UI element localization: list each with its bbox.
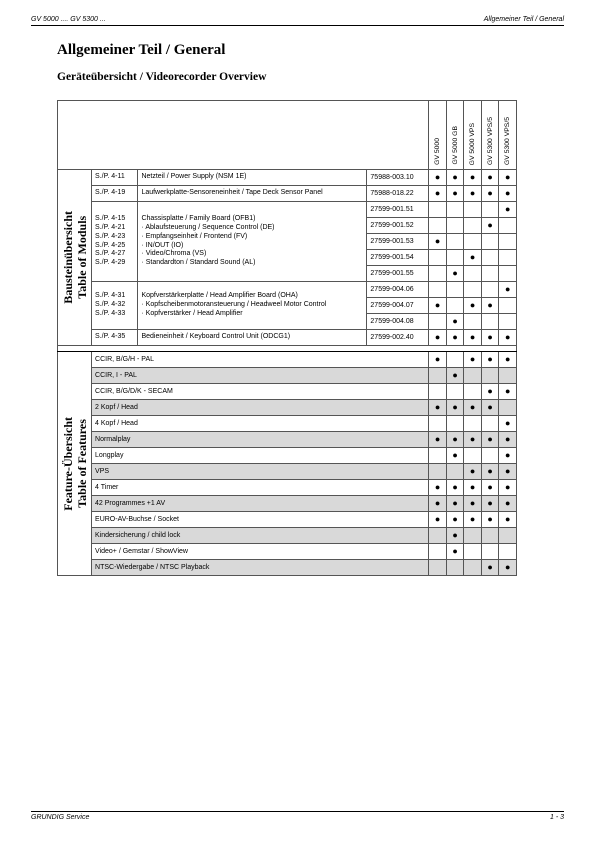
availability-dot: ●: [504, 204, 511, 214]
description-line: Laufwerkplatte-Sensoreneinheit / Tape Deck Sensor Panel: [141, 189, 323, 197]
availability-dot-cell: [464, 218, 482, 234]
availability-dot-cell: [464, 496, 482, 512]
availability-dot-cell: [446, 234, 464, 250]
module-row: [58, 202, 517, 218]
page-ref: S./P. 4-32: [95, 301, 126, 309]
availability-dot-cell: [446, 496, 464, 512]
availability-dot: ●: [504, 434, 511, 444]
availability-dot: ●: [487, 354, 493, 364]
feature-label: 42 Programmes +1 AV: [92, 496, 429, 512]
feature-row: [58, 368, 517, 384]
availability-dot-cell: [464, 234, 482, 250]
model-header-cell: [464, 101, 482, 170]
availability-dot: ●: [504, 562, 511, 572]
availability-dot-cell: [499, 416, 517, 432]
model-header-cell: [446, 101, 464, 170]
availability-dot-cell: [446, 512, 464, 528]
availability-dot-cell: [464, 330, 482, 346]
availability-dot-cell: [464, 368, 482, 384]
running-header: [31, 14, 564, 26]
part-number: 27599-001.54: [367, 250, 429, 266]
page-ref: S./P. 4-35: [95, 333, 126, 341]
availability-dot-cell: [464, 480, 482, 496]
availability-dot-cell: [499, 298, 517, 314]
availability-dot-cell: [429, 330, 447, 346]
availability-dot-cell: [464, 202, 482, 218]
part-number: 75988-018.22: [367, 186, 429, 202]
availability-dot-cell: [464, 250, 482, 266]
availability-dot: ●: [434, 188, 441, 198]
availability-dot-cell: [481, 314, 499, 330]
availability-dot: ●: [434, 332, 441, 342]
availability-dot: ●: [469, 498, 476, 508]
availability-dot-cell: [464, 416, 482, 432]
availability-dot: ●: [469, 466, 476, 476]
availability-dot-cell: [481, 448, 499, 464]
availability-dot: ●: [434, 172, 441, 182]
module-page-refs: [92, 330, 138, 346]
availability-dot: ●: [434, 434, 441, 444]
availability-dot-cell: [481, 352, 499, 368]
feature-row: [58, 464, 517, 480]
availability-dot-cell: [464, 170, 482, 186]
availability-dot-cell: [429, 368, 447, 384]
availability-dot-cell: [446, 352, 464, 368]
description-line: · Kopfscheibenmotoransteuerung / Headweel Motor Control: [141, 301, 327, 309]
availability-dot-cell: [429, 314, 447, 330]
availability-dot-cell: [499, 186, 517, 202]
table-body: [58, 101, 517, 576]
availability-dot: ●: [452, 498, 458, 508]
availability-dot-cell: [464, 314, 482, 330]
page-subtitle: Geräteübersicht / Videorecorder Overview: [57, 71, 267, 83]
page-ref: S./P. 4-23: [95, 232, 126, 240]
availability-dot: ●: [452, 370, 458, 380]
model-header-cell: [499, 101, 517, 170]
availability-dot-cell: [499, 464, 517, 480]
availability-dot: ●: [452, 172, 458, 182]
availability-dot: ●: [487, 482, 493, 492]
availability-dot-cell: [446, 544, 464, 560]
availability-dot-cell: [499, 384, 517, 400]
feature-label: VPS: [92, 464, 429, 480]
description-line: Chassisplatte / Family Board (OFB1): [141, 215, 256, 223]
features-title-block: [61, 417, 89, 511]
part-number: 75988-003.10: [367, 170, 429, 186]
availability-dot-cell: [446, 368, 464, 384]
availability-dot: ●: [452, 514, 458, 524]
availability-dot-cell: [446, 170, 464, 186]
availability-dot-cell: [464, 266, 482, 282]
feature-row: [58, 560, 517, 576]
availability-dot: ●: [504, 172, 511, 182]
running-footer: [31, 811, 564, 823]
feature-row: [58, 352, 517, 368]
feature-label: 4 Timer: [92, 480, 429, 496]
module-description: [138, 170, 367, 186]
availability-dot-cell: [429, 528, 447, 544]
availability-dot-cell: [429, 186, 447, 202]
availability-dot: ●: [452, 482, 458, 492]
feature-label: 4 Kopf / Head: [92, 416, 429, 432]
availability-dot-cell: [446, 266, 464, 282]
availability-dot-cell: [446, 250, 464, 266]
part-number: 27599-001.51: [367, 202, 429, 218]
availability-dot-cell: [481, 480, 499, 496]
availability-dot-cell: [446, 384, 464, 400]
availability-dot-cell: [499, 432, 517, 448]
availability-dot-cell: [481, 512, 499, 528]
feature-label: CCIR, I - PAL: [92, 368, 429, 384]
availability-dot-cell: [464, 384, 482, 400]
availability-dot-cell: [446, 202, 464, 218]
availability-dot-cell: [481, 170, 499, 186]
availability-dot-cell: [464, 544, 482, 560]
page-ref: S./P. 4-29: [95, 258, 126, 266]
availability-dot: ●: [487, 172, 493, 182]
availability-dot-cell: [429, 544, 447, 560]
overview-table: [57, 100, 517, 576]
feature-row: [58, 528, 517, 544]
module-page-refs: [92, 186, 138, 202]
module-page-refs: [92, 282, 138, 330]
feature-label: Normalplay: [92, 432, 429, 448]
availability-dot: ●: [452, 546, 458, 556]
page-ref: S./P. 4-19: [95, 189, 126, 197]
feature-label: CCIR, B/G/D/K - SECAM: [92, 384, 429, 400]
availability-dot: ●: [487, 386, 493, 396]
availability-dot-cell: [481, 384, 499, 400]
model-header-cell: [429, 101, 447, 170]
part-number: 27599-004.08: [367, 314, 429, 330]
availability-dot-cell: [499, 202, 517, 218]
availability-dot-cell: [429, 400, 447, 416]
availability-dot-cell: [481, 218, 499, 234]
availability-dot: ●: [469, 332, 476, 342]
model-name: GV 5000 GB: [451, 126, 459, 165]
feature-row: [58, 544, 517, 560]
header-blank-cell: [58, 101, 429, 170]
availability-dot-cell: [499, 544, 517, 560]
model-header-cell: [481, 101, 499, 170]
modules-title-block: [61, 211, 89, 304]
model-name: GV 5300 VPS/5: [504, 117, 512, 165]
availability-dot-cell: [429, 448, 447, 464]
availability-dot-cell: [481, 234, 499, 250]
page-number: 1 - 3: [549, 814, 564, 821]
availability-dot-cell: [464, 528, 482, 544]
model-name: GV 5000: [434, 138, 442, 165]
availability-dot-cell: [464, 432, 482, 448]
availability-dot-cell: [481, 496, 499, 512]
availability-dot-cell: [481, 400, 499, 416]
footer-brand: GRUNDIG Service: [31, 814, 90, 821]
availability-dot-cell: [499, 282, 517, 298]
availability-dot: ●: [504, 354, 511, 364]
availability-dot: ●: [452, 268, 458, 278]
availability-dot: ●: [504, 188, 511, 198]
availability-dot: ●: [469, 434, 476, 444]
availability-dot-cell: [429, 384, 447, 400]
availability-dot-cell: [429, 512, 447, 528]
description-line: · Kopfverstärker / Head Amplifier: [141, 309, 243, 317]
availability-dot-cell: [446, 480, 464, 496]
page-ref: S./P. 4-11: [95, 173, 125, 181]
availability-dot: ●: [434, 498, 441, 508]
availability-dot-cell: [446, 298, 464, 314]
description-line: · Standardton / Standard Sound (AL): [141, 258, 256, 266]
availability-dot-cell: [446, 218, 464, 234]
availability-dot: ●: [504, 498, 511, 508]
feature-row: [58, 512, 517, 528]
availability-dot: ●: [469, 354, 476, 364]
availability-dot-cell: [499, 368, 517, 384]
availability-dot: ●: [434, 514, 441, 524]
availability-dot-cell: [429, 560, 447, 576]
availability-dot: ●: [434, 402, 441, 412]
availability-dot-cell: [481, 250, 499, 266]
availability-dot: ●: [452, 188, 458, 198]
modules-title-de: Bausteinübersicht: [60, 211, 75, 304]
availability-dot-cell: [499, 314, 517, 330]
page-ref: S./P. 4-21: [95, 224, 126, 232]
availability-dot: ●: [504, 450, 511, 460]
availability-dot: ●: [452, 402, 458, 412]
description-line: Bedieneinheit / Keyboard Control Unit (ODCG1): [141, 333, 291, 341]
availability-dot-cell: [499, 266, 517, 282]
availability-dot: ●: [452, 316, 458, 326]
availability-dot: ●: [487, 402, 493, 412]
availability-dot-cell: [446, 528, 464, 544]
part-number: 27599-001.52: [367, 218, 429, 234]
availability-dot-cell: [446, 400, 464, 416]
header-models: GV 5000 .... GV 5300 ...: [31, 16, 106, 23]
module-description: [138, 330, 367, 346]
model-name: GV 5000 VPS: [469, 122, 477, 165]
feature-label: CCIR, B/G/H - PAL: [92, 352, 429, 368]
availability-dot-cell: [446, 330, 464, 346]
availability-dot-cell: [499, 528, 517, 544]
module-row: [58, 186, 517, 202]
feature-row: [58, 448, 517, 464]
feature-row: [58, 432, 517, 448]
availability-dot: ●: [434, 354, 441, 364]
feature-label: EURO-AV-Buchse / Socket: [92, 512, 429, 528]
availability-dot-cell: [464, 512, 482, 528]
availability-dot-cell: [446, 448, 464, 464]
module-description: [138, 282, 367, 330]
availability-dot-cell: [464, 464, 482, 480]
availability-dot: ●: [469, 514, 476, 524]
availability-dot-cell: [429, 464, 447, 480]
availability-dot-cell: [429, 352, 447, 368]
availability-dot: ●: [487, 434, 493, 444]
availability-dot: ●: [487, 332, 493, 342]
features-title-de: Feature-Übersicht: [60, 416, 75, 511]
availability-dot: ●: [452, 332, 458, 342]
page-ref: S./P. 4-25: [95, 241, 126, 249]
feature-row: [58, 400, 517, 416]
availability-dot: ●: [504, 466, 511, 476]
availability-dot: ●: [504, 418, 511, 428]
availability-dot: ●: [487, 514, 493, 524]
availability-dot-cell: [481, 528, 499, 544]
page-ref: S./P. 4-27: [95, 250, 126, 258]
features-title-en: Table of Features: [74, 419, 89, 508]
description-line: · Video/Chroma (VS): [141, 250, 207, 258]
availability-dot-cell: [429, 250, 447, 266]
availability-dot: ●: [469, 402, 476, 412]
availability-dot: ●: [487, 300, 493, 310]
feature-label: NTSC-Wiedergabe / NTSC Playback: [92, 560, 429, 576]
modules-title-en: Table of Moduls: [74, 216, 89, 299]
availability-dot-cell: [429, 218, 447, 234]
part-number: 27599-001.53: [367, 234, 429, 250]
availability-dot-cell: [481, 282, 499, 298]
availability-dot: ●: [504, 332, 511, 342]
header-section: Allgemeiner Teil / General: [483, 16, 564, 23]
module-description: [138, 186, 367, 202]
module-page-refs: [92, 202, 138, 282]
availability-dot: ●: [452, 434, 458, 444]
availability-dot-cell: [499, 480, 517, 496]
availability-dot-cell: [481, 298, 499, 314]
availability-dot-cell: [429, 432, 447, 448]
availability-dot: ●: [487, 498, 493, 508]
availability-dot-cell: [446, 416, 464, 432]
availability-dot-cell: [499, 448, 517, 464]
availability-dot-cell: [429, 170, 447, 186]
availability-dot-cell: [429, 282, 447, 298]
availability-dot: ●: [504, 386, 511, 396]
availability-dot-cell: [499, 234, 517, 250]
availability-dot-cell: [481, 330, 499, 346]
availability-dot-cell: [464, 400, 482, 416]
availability-dot-cell: [429, 234, 447, 250]
module-page-refs: [92, 170, 138, 186]
availability-dot: ●: [469, 252, 476, 262]
availability-dot-cell: [446, 432, 464, 448]
feature-row: [58, 480, 517, 496]
availability-dot-cell: [446, 560, 464, 576]
availability-dot-cell: [499, 512, 517, 528]
availability-dot-cell: [481, 202, 499, 218]
page-ref: S./P. 4-33: [95, 309, 126, 317]
availability-dot-cell: [499, 250, 517, 266]
feature-row: [58, 416, 517, 432]
availability-dot: ●: [469, 172, 476, 182]
availability-dot-cell: [429, 202, 447, 218]
availability-dot: ●: [504, 482, 511, 492]
module-row: [58, 170, 517, 186]
availability-dot-cell: [464, 560, 482, 576]
availability-dot-cell: [499, 330, 517, 346]
feature-label: Longplay: [92, 448, 429, 464]
availability-dot-cell: [499, 218, 517, 234]
page-ref: S./P. 4-31: [95, 292, 126, 300]
availability-dot: ●: [487, 188, 493, 198]
module-row: [58, 330, 517, 346]
description-line: · Empfangseinheit / Frontend (FV): [141, 232, 248, 240]
feature-row: [58, 496, 517, 512]
availability-dot-cell: [429, 496, 447, 512]
model-name: GV 5300 VPS/5: [486, 117, 494, 165]
availability-dot-cell: [429, 266, 447, 282]
availability-dot-cell: [446, 186, 464, 202]
description-line: Netzteil / Power Supply (NSM 1E): [141, 173, 247, 181]
availability-dot: ●: [434, 300, 441, 310]
availability-dot-cell: [499, 352, 517, 368]
availability-dot-cell: [429, 416, 447, 432]
availability-dot: ●: [469, 188, 476, 198]
availability-dot: ●: [487, 220, 493, 230]
availability-dot-cell: [464, 298, 482, 314]
availability-dot: ●: [469, 300, 476, 310]
availability-dot-cell: [446, 314, 464, 330]
availability-dot-cell: [481, 368, 499, 384]
availability-dot-cell: [481, 266, 499, 282]
availability-dot: ●: [452, 450, 458, 460]
part-number: 27599-004.06: [367, 282, 429, 298]
availability-dot-cell: [464, 282, 482, 298]
description-line: Kopfverstärkerplatte / Head Amplifier Board (OHA): [141, 292, 298, 300]
feature-row: [58, 384, 517, 400]
availability-dot: ●: [434, 236, 441, 246]
part-number: 27599-001.55: [367, 266, 429, 282]
availability-dot: ●: [469, 482, 476, 492]
availability-dot-cell: [481, 186, 499, 202]
availability-dot-cell: [481, 416, 499, 432]
module-row: [58, 282, 517, 298]
availability-dot: ●: [487, 466, 493, 476]
availability-dot: ●: [504, 284, 511, 294]
availability-dot-cell: [446, 464, 464, 480]
page-title: Allgemeiner Teil / General: [57, 42, 226, 58]
model-header-row: [58, 101, 517, 170]
module-description: [138, 202, 367, 282]
feature-label: Kindersicherung / child lock: [92, 528, 429, 544]
availability-dot: ●: [504, 514, 511, 524]
feature-label: 2 Kopf / Head: [92, 400, 429, 416]
availability-dot: ●: [434, 482, 441, 492]
availability-dot-cell: [446, 282, 464, 298]
feature-label: Video+ / Gemstar / ShowView: [92, 544, 429, 560]
modules-section-title: [58, 170, 92, 346]
availability-dot-cell: [464, 186, 482, 202]
availability-dot-cell: [481, 432, 499, 448]
features-section-title: [58, 352, 92, 576]
page-ref: S./P. 4-15: [95, 215, 126, 223]
availability-dot-cell: [499, 496, 517, 512]
availability-dot-cell: [464, 352, 482, 368]
availability-dot-cell: [481, 464, 499, 480]
availability-dot-cell: [499, 400, 517, 416]
availability-dot-cell: [429, 480, 447, 496]
availability-dot-cell: [499, 170, 517, 186]
description-line: · Ablaufsteuerung / Sequence Control (DE): [141, 224, 275, 232]
availability-dot-cell: [429, 298, 447, 314]
availability-dot: ●: [487, 562, 493, 572]
availability-dot: ●: [452, 530, 458, 540]
availability-dot-cell: [481, 560, 499, 576]
part-number: 27599-002.40: [367, 330, 429, 346]
availability-dot-cell: [499, 560, 517, 576]
description-line: · IN/OUT (IO): [141, 241, 184, 249]
part-number: 27599-004.07: [367, 298, 429, 314]
availability-dot-cell: [464, 448, 482, 464]
availability-dot-cell: [481, 544, 499, 560]
